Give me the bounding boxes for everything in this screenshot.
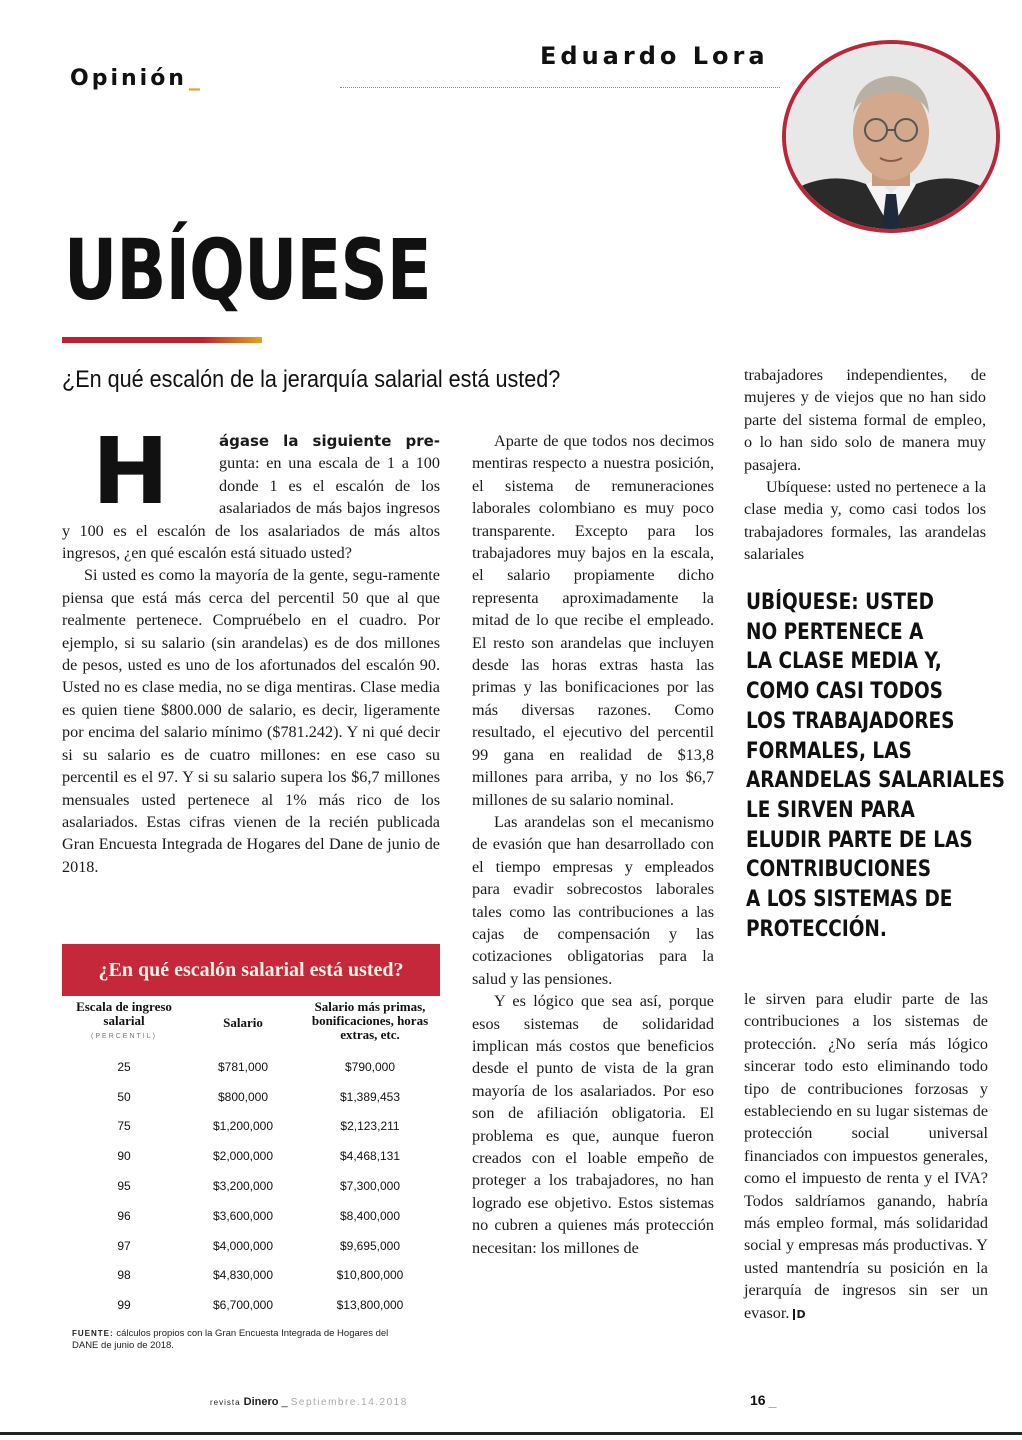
table-source-note — [72, 1328, 402, 1352]
cell-total: $8,400,000 — [339, 1208, 401, 1223]
page-number-value: 16 — [750, 1392, 766, 1408]
cell-salary: $6,700,000 — [212, 1298, 274, 1313]
section-label — [70, 66, 203, 91]
cell-salary: $2,000,000 — [212, 1149, 274, 1164]
pull-quote-line: CONTRIBUCIONES — [746, 857, 932, 883]
pull-quote-line: ARANDELAS SALARIALES — [746, 768, 1005, 794]
salary-table — [62, 1000, 440, 1320]
cell-salary: $4,830,000 — [212, 1268, 274, 1283]
column-3-top — [744, 364, 986, 566]
end-mark-icon: D — [793, 1309, 805, 1320]
table-row — [62, 1112, 440, 1142]
pull-quote-line: A LOS SISTEMAS DE — [746, 887, 953, 913]
table-row — [62, 1082, 440, 1112]
cell-salary: $781,000 — [217, 1059, 269, 1074]
paragraph: Aparte de que todos nos decimos mentiras respecto a nuestra posición, el sistema de remuneraciones laborales colombiano es muy poco transparente. Excepto para los trabajadores muy bajos en la escala, el salario propiamente dicho representa aproximadamente la mitad de lo que recibe el empleado. El resto son arandelas que incluyen desde las horas extras hasta las primas y las bonificaciones por las más diversas razones. Como resultado, el ejecutivo del percentil 99 gana en realidad de $13,8 millones para arriba, y no los $6,7 millones de su salario nominal. — [472, 432, 714, 809]
page-footer — [210, 1396, 408, 1408]
article-title: UBÍQUESE — [64, 221, 431, 319]
footer-magazine: revista — [210, 1398, 241, 1407]
pull-quote-line: PROTECCIÓN. — [746, 916, 887, 942]
table-title: ¿En qué escalón salarial está usted? — [62, 944, 440, 996]
column-header-text: Escala de ingreso salarial — [76, 999, 172, 1028]
cell-percentile: 99 — [117, 1298, 131, 1313]
paragraph: trabajadores independientes, de mujeres y de viejos que no han sido parte del sistema formal de empleo, o lo han sido solo de manera muy pasajera. — [744, 366, 986, 474]
article-subtitle: ¿En qué escalón de la jerarquía salarial está usted? — [62, 366, 561, 393]
pull-quote-line: LA CLASE MEDIA Y, — [746, 649, 942, 675]
table-row — [62, 1290, 440, 1320]
cell-total: $9,695,000 — [339, 1238, 401, 1253]
cell-salary: $3,600,000 — [212, 1208, 274, 1223]
cell-total: $2,123,211 — [340, 1119, 400, 1134]
portrait-illustration — [786, 44, 996, 229]
column-header-sub: (PERCENTIL) — [91, 1033, 157, 1040]
cell-salary: $3,200,000 — [212, 1179, 274, 1194]
section-underscore: _ — [188, 66, 203, 91]
column-header-salary: Salario — [223, 1015, 263, 1030]
pull-quote-line: UBÍQUESE: USTED — [746, 590, 934, 615]
column-3-bottom — [744, 988, 988, 1324]
column-header-total: Salario más primas, bonificaciones, horas extras, etc. — [311, 999, 429, 1042]
cell-total: $1,389,453 — [339, 1089, 401, 1104]
title-underline-bar — [62, 337, 262, 343]
table-row — [62, 1231, 440, 1261]
pull-quote-line: COMO CASI TODOS — [746, 679, 943, 705]
paragraph-text: gunta: en una escala de 1 a 100 donde 1 es el escalón de los asalariados de más bajos ingresos y 100 es el escalón de los asalariados de más altos ingresos, ¿en qué escalón está situado usted? — [62, 454, 440, 563]
page-number — [750, 1392, 776, 1408]
cell-percentile: 25 — [117, 1059, 131, 1074]
cell-percentile: 50 — [117, 1089, 131, 1104]
table-row — [62, 1141, 440, 1171]
pull-quote-line: ELUDIR PARTE DE LAS — [746, 827, 973, 853]
pull-quote-line: LE SIRVEN PARA — [746, 797, 915, 823]
lead-in: ágase la siguiente pre- — [219, 432, 440, 450]
table-row — [62, 1201, 440, 1231]
cell-total: $13,800,000 — [336, 1298, 404, 1313]
author-name: Eduardo Lora — [540, 42, 769, 70]
cell-salary: $4,000,000 — [212, 1238, 274, 1253]
footer-brand: Dinero — [243, 1396, 279, 1408]
pull-quote-line: LOS TRABAJADORES — [746, 708, 955, 734]
paragraph: Las arandelas son el mecanismo de evasión que han desarrollado con el tiempo empresas y empleados para evadir sobrecostos laborales tales como las contribuciones a las cajas de compensación y las cotizaciones obligatorias para la salud y las pensiones. — [472, 812, 714, 988]
column-2 — [472, 430, 714, 1259]
column-header-scale — [62, 1000, 186, 1052]
cell-percentile: 90 — [117, 1149, 131, 1164]
paragraph-text: le sirven para eludir parte de las contribuciones a los sistemas de protección. ¿No sería más lógico sincerar todo esto eliminando todo tipo de contribuciones forzosas y estableciendo en su lugar sistemas de protección social universal financiados con impuestos generales, como el impuesto de renta y el IVA? Todos saldríamos ganando, habría más empleo formal, más solidaridad social y empresas más productivas. Y usted mantendría su posición en la jerarquía de ingresos sin ser un evasor. — [744, 990, 988, 1322]
page-number-suffix: _ — [768, 1392, 777, 1408]
section-name: Opinión — [70, 66, 187, 91]
pull-quote-line: NO PERTENECE A — [746, 619, 924, 645]
paragraph: Ubíquese: usted no pertenece a la clase media y, como casi todos los trabajadores formales, las arandelas salariales — [744, 478, 986, 564]
cell-salary: $1,200,000 — [212, 1119, 274, 1134]
source-label: FUENTE: — [72, 1329, 114, 1338]
pull-quote-line: FORMALES, LAS — [746, 738, 912, 764]
pull-quote — [746, 588, 1005, 944]
drop-cap: H — [92, 418, 169, 525]
author-portrait — [782, 40, 1000, 233]
column-1 — [62, 418, 440, 878]
cell-percentile: 95 — [117, 1179, 131, 1194]
cell-percentile: 75 — [117, 1119, 131, 1134]
cell-total: $790,000 — [344, 1059, 396, 1074]
cell-salary: $800,000 — [217, 1089, 269, 1104]
footer-separator: _ — [281, 1396, 288, 1408]
footer-date: Septiembre.14.2018 — [290, 1397, 408, 1408]
header-rule — [340, 87, 780, 88]
cell-percentile: 98 — [117, 1268, 131, 1283]
salary-table-box — [62, 944, 440, 1320]
table-row — [62, 1171, 440, 1201]
paragraph — [744, 988, 988, 1324]
table-header-row — [62, 1000, 440, 1052]
cell-total: $10,800,000 — [336, 1268, 404, 1283]
source-text: cálculos propios con la Gran Encuesta Integrada de Hogares del DANE de junio de 2018. — [72, 1328, 389, 1351]
paragraph: Si usted es como la mayoría de la gente, segu-ramente piensa que está más cerca del percentil 50 que al que realmente pertenece. Compruébelo en el cuadro. Por ejemplo, si su salario (sin arandelas) es de dos millones de pesos, usted es uno de los afortunados del escalón 90. Usted no es clase media, no se diga mentiras. Clase media es quien tiene $800.000 de salario, es decir, ligeramente por encima del salario mínimo ($781.242). Y ni qué decir si su salario es de cuatro millones: en ese caso su percentil es el 97. Y si su salario supera los $6,7 millones mensuales usted pertenece al 1% más rico de los asalariados. Estas cifras vienen de la recién publicada Gran Encuesta Integrada de Hogares del Dane de junio de 2018. — [62, 566, 440, 876]
cell-total: $4,468,131 — [339, 1149, 401, 1164]
table-row — [62, 1052, 440, 1082]
table-row — [62, 1261, 440, 1291]
paragraph: Y es lógico que sea así, porque esos sistemas de solidaridad implican más costos que beneficios desde el punto de vista de la gran mayoría de los asalariados. Por eso son de afiliación obligatoria. El problema es que, aunque fueron creados con el loable empeño de proteger a los trabajadores, no han logrado ese objetivo. Estos sistemas no cubren a quienes más protección necesitan: los millones de — [472, 992, 714, 1257]
cell-total: $7,300,000 — [339, 1179, 401, 1194]
bottom-rule — [0, 1432, 1022, 1435]
cell-percentile: 97 — [117, 1238, 131, 1253]
cell-percentile: 96 — [117, 1208, 131, 1223]
